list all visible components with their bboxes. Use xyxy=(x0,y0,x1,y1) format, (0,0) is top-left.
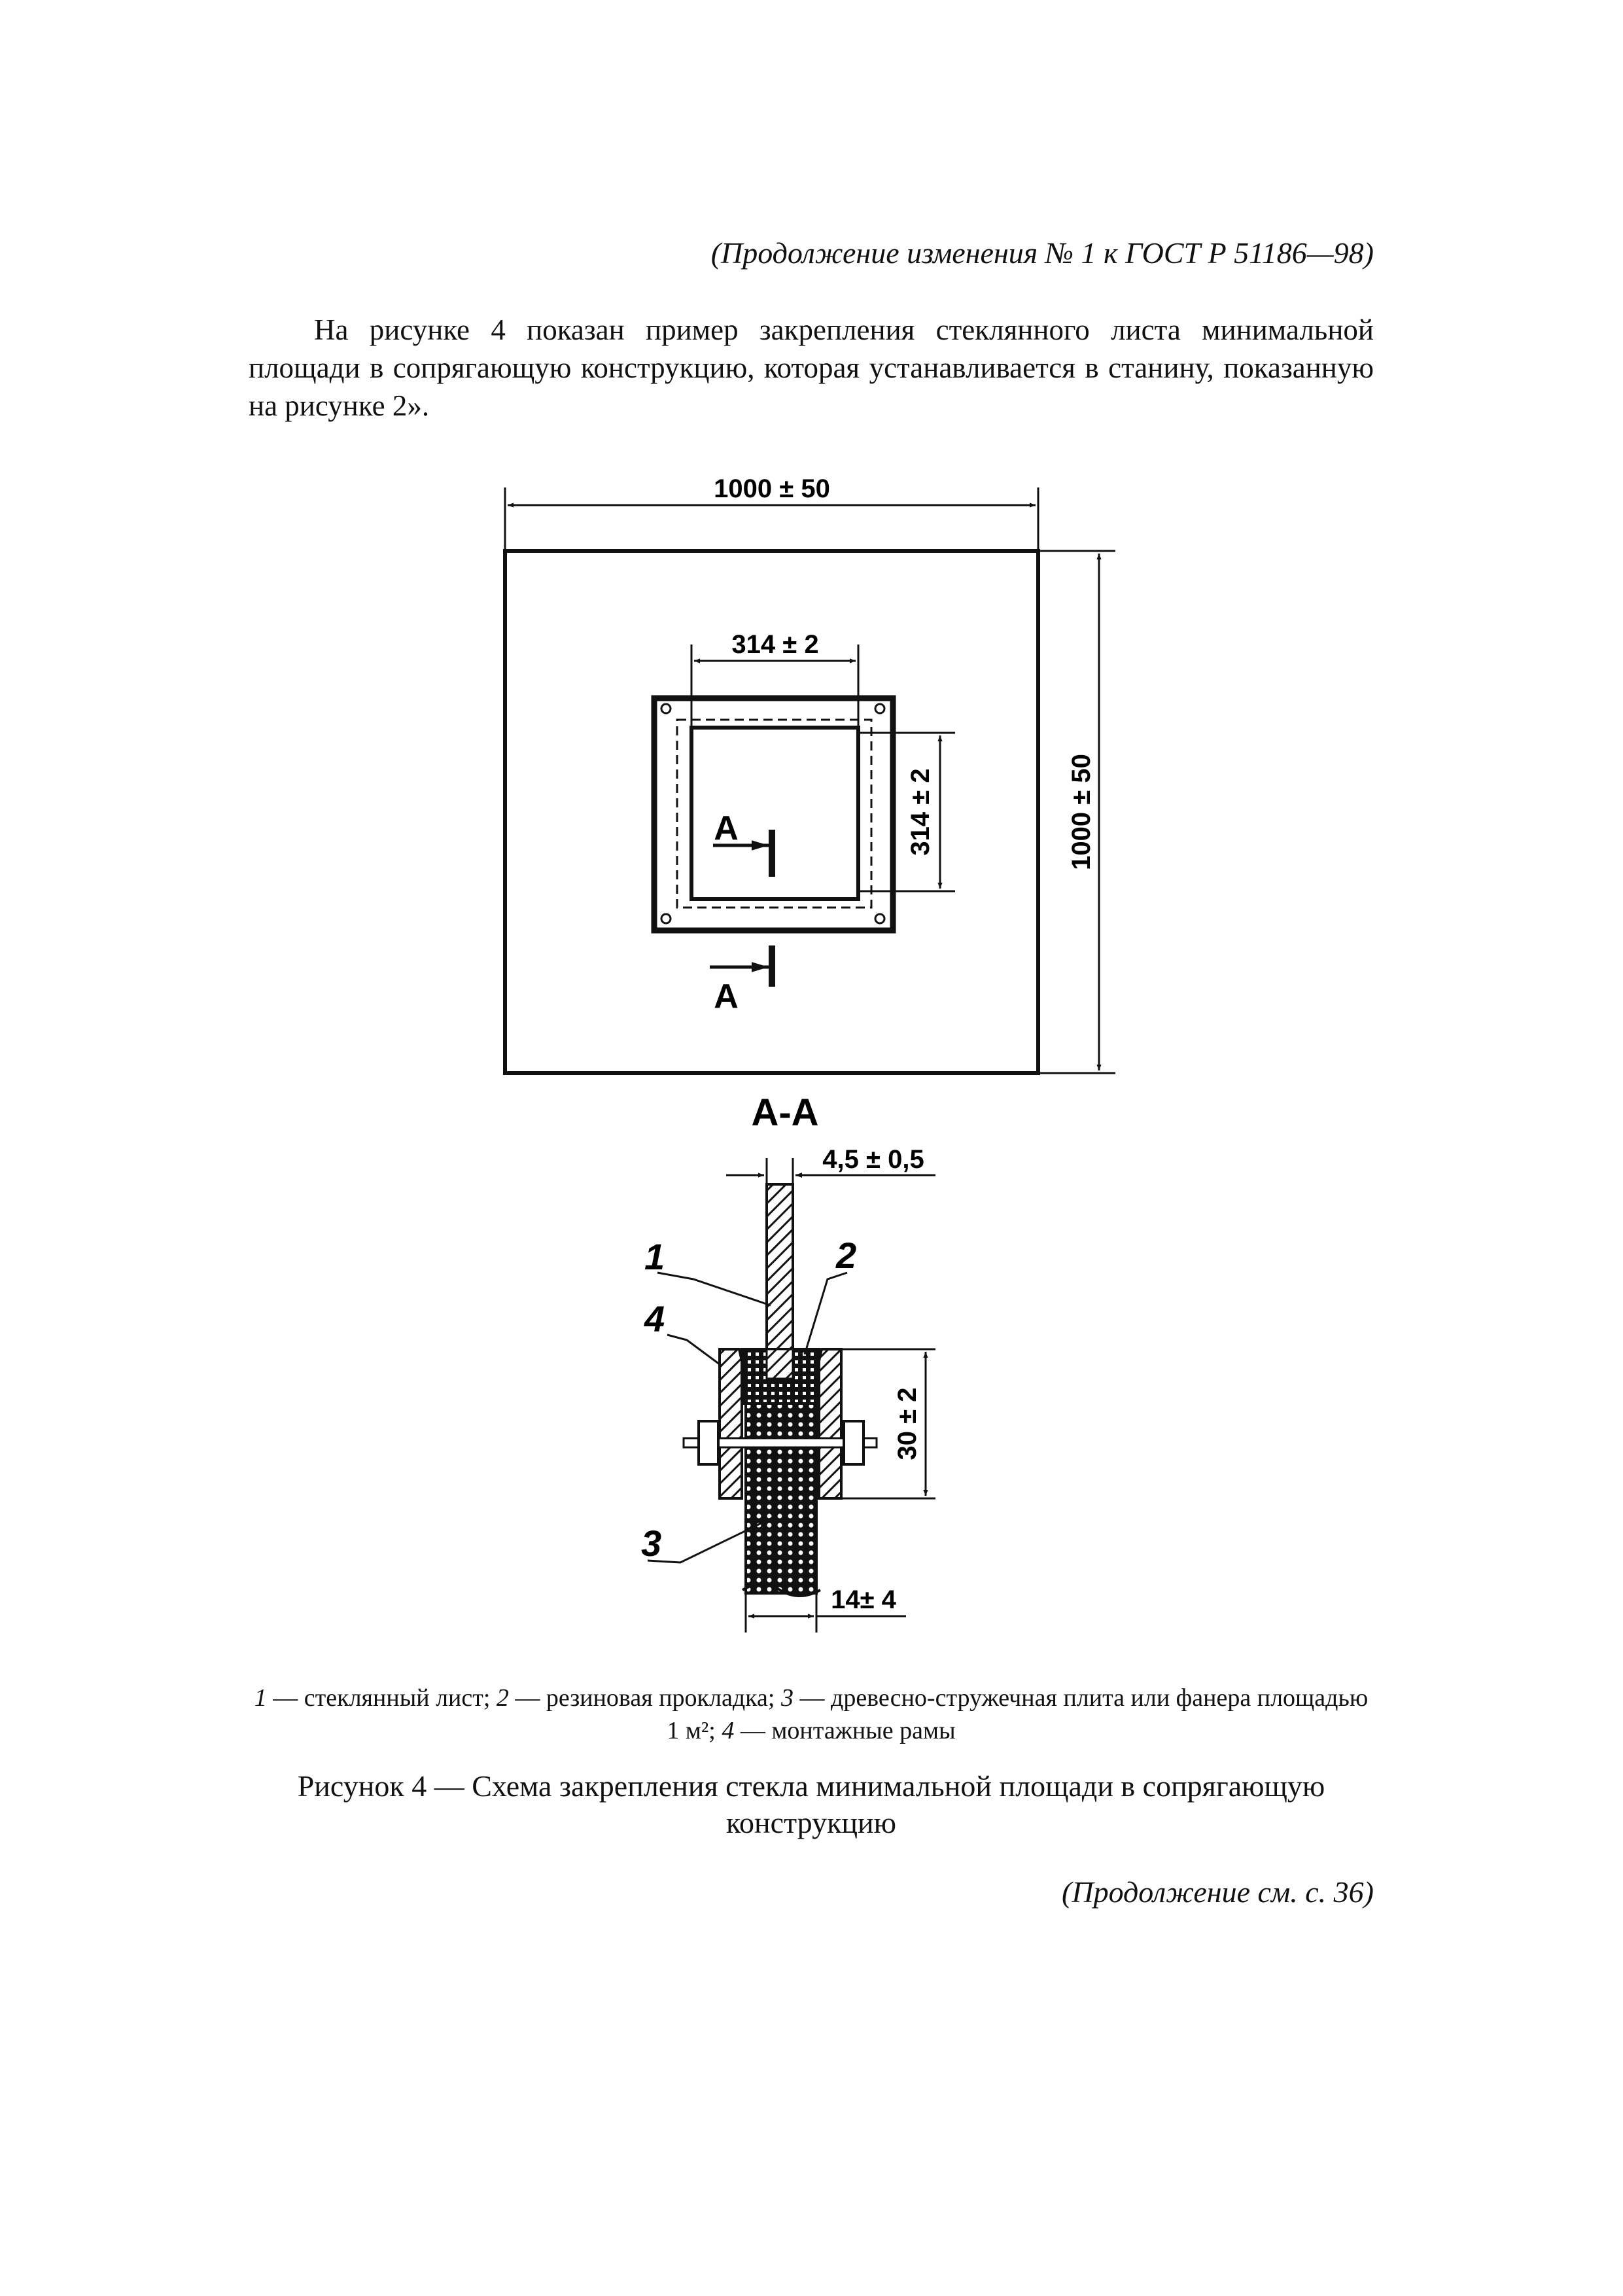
board-outline xyxy=(505,551,1038,1073)
bolt-nut xyxy=(844,1421,864,1464)
plan-view xyxy=(505,474,1115,1073)
dim-board-thickness: 14± 4 xyxy=(831,1585,896,1614)
dim-glass-thickness: 4,5 ± 0,5 xyxy=(822,1145,924,1174)
label-3: 3 xyxy=(641,1523,662,1564)
legend-key-4: 4 xyxy=(722,1717,735,1744)
section-label-top: A xyxy=(714,809,739,847)
dim-opening-width: 314 ± 2 xyxy=(731,630,819,659)
glass-in-gasket xyxy=(767,1349,793,1379)
dim-overall-width: 1000 ± 50 xyxy=(714,474,830,503)
legend-text-4: — монтажные рамы xyxy=(734,1717,956,1744)
label-4: 4 xyxy=(644,1298,665,1339)
legend-text-2: — резиновая прокладка; xyxy=(508,1684,781,1712)
dim-overall-height: 1000 ± 50 xyxy=(1067,754,1096,870)
board-section xyxy=(746,1404,816,1593)
glass-sheet xyxy=(767,1184,793,1361)
label-2: 2 xyxy=(836,1235,857,1276)
continuation-note: (Продолжение см. с. 36) xyxy=(1062,1875,1374,1909)
intro-paragraph: На рисунке 4 показан пример закрепления стеклянного листа минимальной площади в сопрягающую конструкцию, которая устанавливается в станину, показанную на рисунке 2». xyxy=(249,313,1374,422)
figure-caption: Рисунок 4 — Схема закрепления стекла минимальной площади в сопрягающую конструкцию xyxy=(297,1769,1325,1839)
legend-key-3: 3 xyxy=(780,1684,794,1712)
section-label-bottom: A xyxy=(714,978,739,1016)
figure-legend xyxy=(249,1682,1374,1747)
bolt-hole xyxy=(875,914,884,923)
bolt-hole xyxy=(875,704,884,713)
legend-key-2: 2 xyxy=(496,1684,509,1712)
frame-dashed-inner xyxy=(677,720,871,908)
mounting-frame-right xyxy=(819,1349,841,1498)
bolt-hole xyxy=(661,704,671,713)
bolt-head xyxy=(699,1421,718,1464)
legend-text-1: — стеклянный лист; xyxy=(266,1684,497,1712)
dim-frame-height: 30 ± 2 xyxy=(893,1387,922,1460)
label-1: 1 xyxy=(644,1236,665,1277)
running-header: (Продолжение изменения № 1 к ГОСТ Р 51186—98) xyxy=(710,236,1374,270)
bolt-hole xyxy=(661,914,671,923)
legend-key-1: 1 xyxy=(254,1684,267,1712)
section-title: А-А xyxy=(751,1091,819,1134)
legend-text-3: — древесно-стружечная плита или фанера площадью 1 м²; xyxy=(667,1684,1369,1744)
dim-opening-height: 314 ± 2 xyxy=(906,768,935,856)
section-view xyxy=(641,1091,935,1633)
mounting-frame-left xyxy=(720,1349,742,1498)
